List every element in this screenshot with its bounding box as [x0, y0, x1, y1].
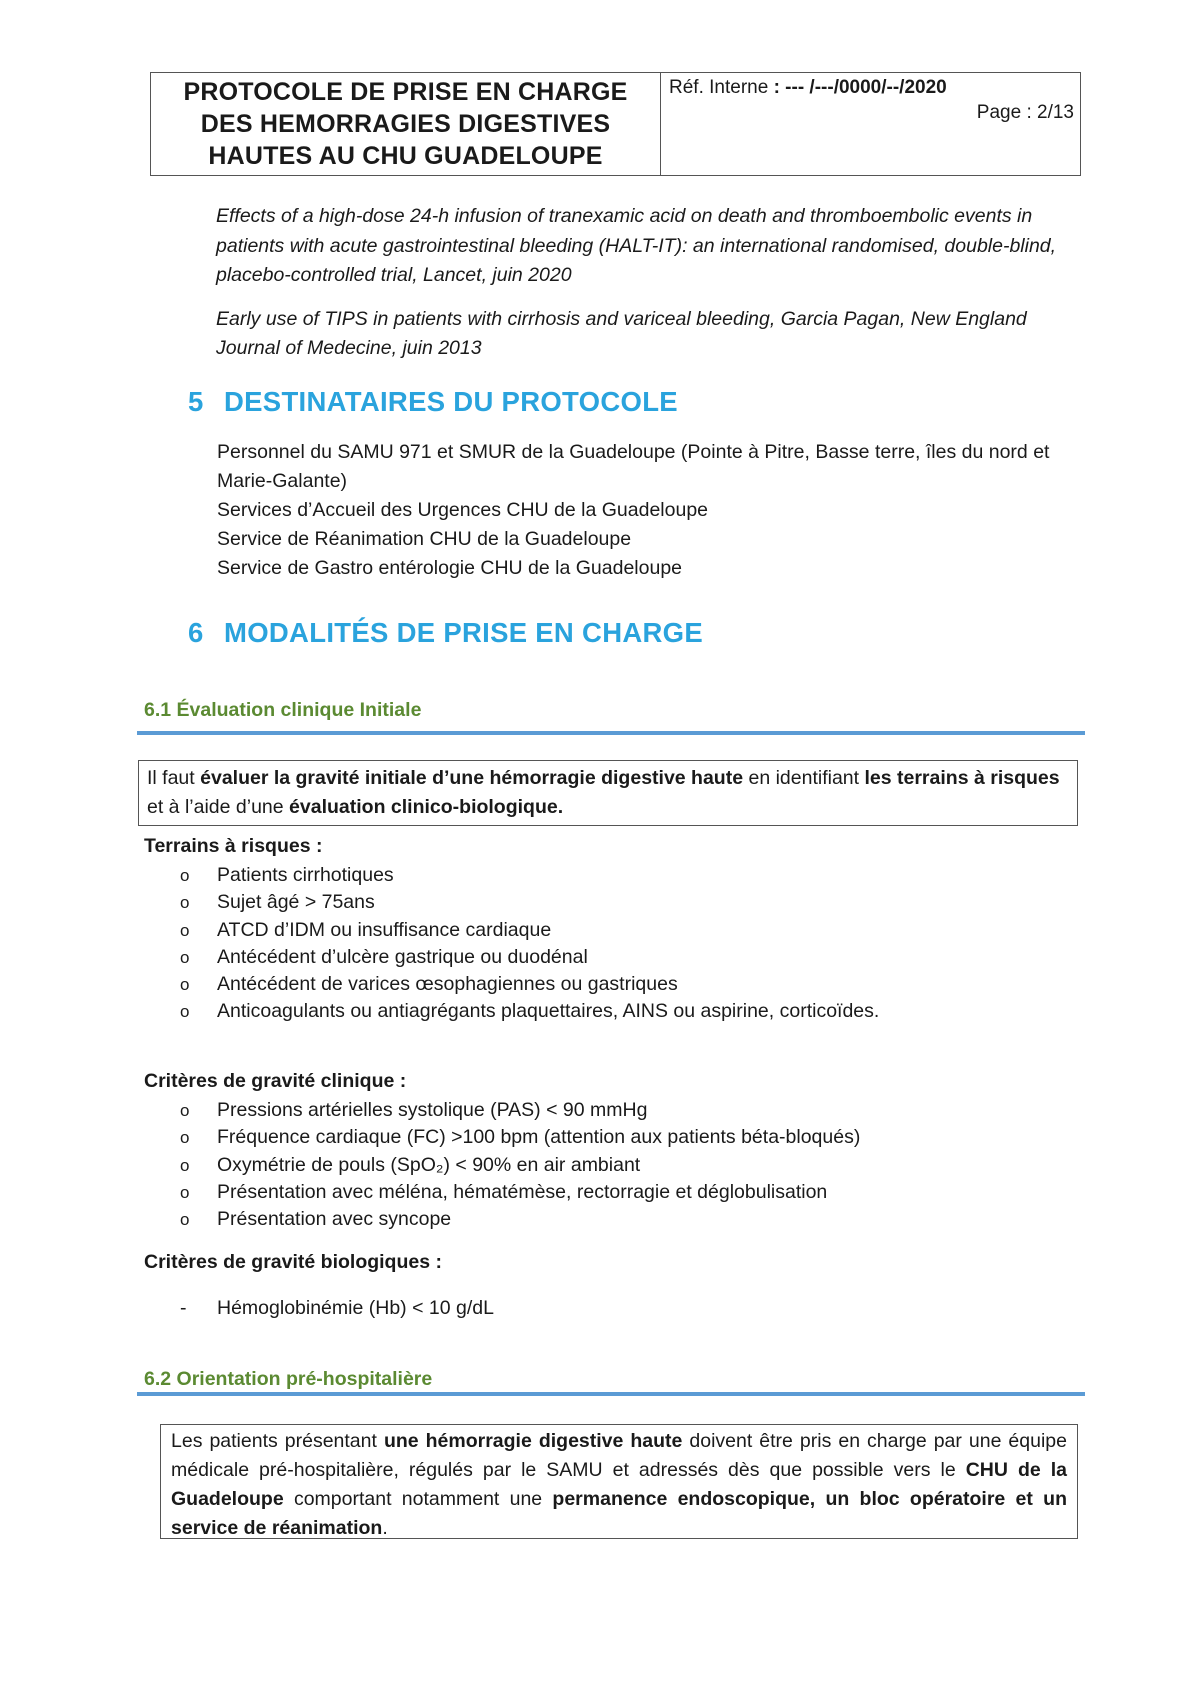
section-title: MODALITÉS DE PRISE EN CHARGE — [224, 617, 704, 648]
risk-factors-list — [180, 862, 879, 1026]
key-message-box — [138, 760, 1078, 826]
text: Il faut — [147, 767, 201, 789]
list-item: o Présentation avec méléna, hématémèse, rectorragie et déglobulisation — [180, 1179, 860, 1206]
emphasis: une hémorragie digestive haute — [383, 1430, 683, 1452]
text: Les patients présentant — [171, 1430, 384, 1452]
title-line: HAUTES AU CHU GUADELOUPE — [208, 142, 603, 170]
list-item: o Antécédent de varices œsophagiennes ou gastriques — [180, 971, 879, 998]
internal-reference — [669, 75, 1074, 100]
list-item: o Pressions artérielles systolique (PAS) < 90 mmHg — [180, 1097, 860, 1124]
clinical-criteria-label: Critères de gravité clinique : — [144, 1070, 407, 1092]
reference-list — [216, 202, 1086, 364]
list-item: o Anticoagulants ou antiagrégants plaquettaires, AINS ou aspirine, corticoïdes. — [180, 998, 879, 1025]
section-6-heading — [188, 617, 703, 649]
section-5-heading — [188, 386, 678, 418]
recipient-item: Service de Gastro entérologie CHU de la Guadeloupe — [217, 557, 683, 579]
list-item: o ATCD d’IDM ou insuffisance cardiaque — [180, 917, 879, 944]
protocol-title — [151, 73, 661, 175]
emphasis: permanence endoscopique, un bloc opératoire et un service de réanimation — [171, 1488, 1067, 1539]
list-item: Hémoglobinémie (Hb) < 10 g/dL — [217, 1297, 494, 1319]
page-number: Page : 2/13 — [976, 102, 1074, 123]
list-item: o Patients cirrhotiques — [180, 862, 879, 889]
title-line: PROTOCOLE DE PRISE EN CHARGE — [183, 78, 628, 106]
title-line: DES HEMORRAGIES DIGESTIVES — [200, 110, 611, 138]
ref-label: Réf. Interne — [669, 77, 769, 98]
section-title: DESTINATAIRES DU PROTOCOLE — [224, 386, 678, 417]
recipient-item: Services d’Accueil des Urgences CHU de la Guadeloupe — [217, 499, 709, 521]
reference-item: Effects of a high-dose 24-h infusion of tranexamic acid on death and thromboembolic events in patients with acute gastrointestinal bleeding (HALT-IT): an international randomised, double-blind, placebo-controlled trial, Lancet, juin 2020 — [216, 205, 1057, 286]
text: en identifiant — [743, 767, 865, 789]
heading-rule — [137, 1392, 1085, 1396]
document-meta — [661, 73, 1080, 175]
dash-marker: - — [180, 1297, 187, 1319]
clinical-criteria-list — [180, 1097, 860, 1233]
biological-criteria-item — [180, 1297, 494, 1320]
ref-value: : --- /---/0000/--/2020 — [773, 77, 947, 98]
emphasis: CHU de la Guadeloupe — [171, 1459, 1067, 1510]
emphasis: les terrains à risques — [864, 767, 1060, 789]
text: doivent être pris en charge par une équipe médicale pré-hospitalière, régulés par le SAMU et adressés dès que possible vers le — [171, 1430, 1067, 1481]
list-item: o Présentation avec syncope — [180, 1206, 860, 1233]
text: . — [382, 1517, 388, 1539]
recipient-item: Personnel du SAMU 971 et SMUR de la Guadeloupe (Pointe à Pitre, Basse terre, îles du nord et Marie-Galante) — [217, 441, 1050, 492]
list-item: o Antécédent d’ulcère gastrique ou duodénal — [180, 944, 879, 971]
emphasis: évaluer la gravité initiale d’une hémorragie digestive haute — [200, 767, 744, 789]
list-item: o Fréquence cardiaque (FC) >100 bpm (attention aux patients béta-bloqués) — [180, 1124, 860, 1151]
recipient-item: Service de Réanimation CHU de la Guadeloupe — [217, 528, 632, 550]
text: et à l’aide d’une — [147, 796, 290, 818]
biological-criteria-label: Critères de gravité biologiques : — [144, 1251, 442, 1273]
heading-rule — [137, 731, 1085, 735]
list-item: o Sujet âgé > 75ans — [180, 889, 879, 916]
text: comportant notamment une — [283, 1488, 553, 1510]
risk-factors-label: Terrains à risques : — [144, 835, 323, 857]
orientation-box — [160, 1424, 1078, 1539]
document-header — [150, 72, 1081, 176]
recipients-list — [217, 438, 1087, 583]
emphasis: évaluation clinico-biologique. — [289, 796, 564, 818]
reference-item: Early use of TIPS in patients with cirrhosis and variceal bleeding, Garcia Pagan, New England Journal of Medecine, juin 2013 — [216, 307, 1027, 359]
subsection-6-1-heading: 6.1 Évaluation clinique Initiale — [144, 699, 422, 721]
subsection-6-2-heading: 6.2 Orientation pré-hospitalière — [144, 1368, 433, 1390]
list-item: o Oxymétrie de pouls (SpO₂) < 90% en air ambiant — [180, 1152, 860, 1179]
section-number: 5 — [188, 386, 204, 417]
section-number: 6 — [188, 617, 204, 648]
